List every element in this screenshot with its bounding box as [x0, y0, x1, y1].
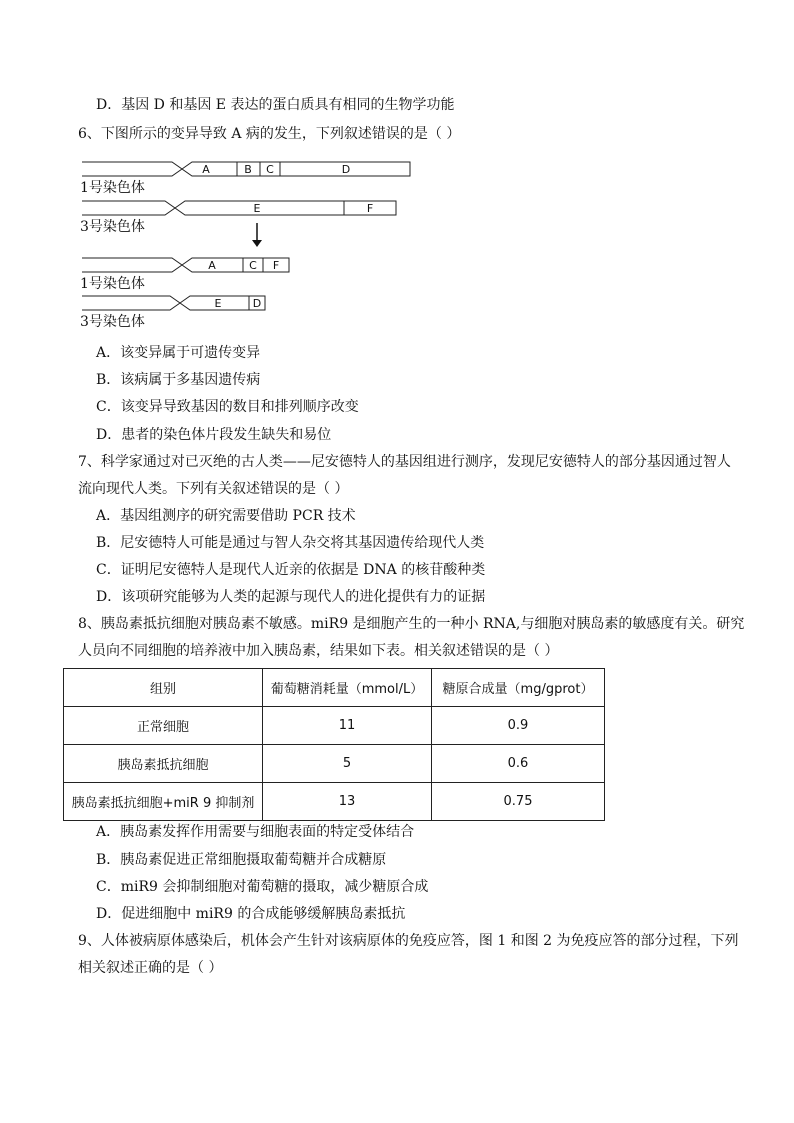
table-header: 糖原合成量（mg/gprot） — [432, 669, 605, 707]
q7-stem-line-2: 流向现代人类。下列有关叙述错误的是（ ） — [78, 481, 349, 497]
segment-d: D — [252, 297, 262, 310]
q8-stem-line-2: 人员向不同细胞的培养液中加入胰岛素，结果如下表。相关叙述错误的是（ ） — [78, 643, 559, 659]
label-chromosome-3-after: 3号染色体 — [80, 314, 145, 330]
before-chromosome-3 — [82, 201, 396, 215]
q9-stem-line-1: 9、人体被病原体感染后，机体会产生针对该病原体的免疫应答，图 1 和图 2 为免疫应答的部分过程，下列 — [78, 933, 739, 949]
segment-c: C — [249, 259, 257, 272]
table-header: 葡萄糖消耗量（mmol/L） — [263, 669, 432, 707]
table-header-row — [64, 669, 605, 707]
table-cell: 胰岛素抵抗细胞 — [64, 745, 263, 783]
q7-option-b: B．尼安德特人可能是通过与智人杂交将其基因遗传给现代人类 — [96, 535, 485, 551]
before-chromosome-1 — [82, 162, 410, 176]
results-table — [63, 668, 605, 821]
table-cell: 正常细胞 — [64, 707, 263, 745]
down-arrow-icon — [252, 223, 262, 247]
q7-option-a: A．基因组测序的研究需要借助 PCR 技术 — [96, 508, 356, 524]
q6-option-a: A．该变异属于可遗传变异 — [96, 345, 261, 361]
q9-stem-line-2: 相关叙述正确的是（ ） — [78, 960, 223, 976]
table-cell: 胰岛素抵抗细胞+miR 9 抑制剂 — [64, 783, 263, 821]
q8-option-b: B．胰岛素促进正常细胞摄取葡萄糖并合成糖原 — [96, 852, 387, 868]
table-row — [64, 745, 605, 783]
q7-option-d: D．该项研究能够为人类的起源与现代人的进化提供有力的证据 — [96, 589, 486, 605]
segment-b: B — [244, 163, 252, 176]
table-cell: 0.75 — [432, 783, 605, 821]
segment-e: E — [214, 297, 222, 310]
label-chromosome-1-after: 1号染色体 — [80, 276, 145, 292]
segment-e: E — [253, 202, 261, 215]
table-row — [64, 783, 605, 821]
label-chromosome-3-before: 3号染色体 — [80, 219, 145, 235]
q7-stem-line-1: 7、科学家通过对已灭绝的古人类——尼安德特人的基因组进行测序，发现尼安德特人的部分基因通过智人 — [78, 454, 731, 470]
segment-a: A — [202, 163, 210, 176]
q6-option-b: B．该病属于多基因遗传病 — [96, 372, 261, 388]
q5-option-d: D．基因 D 和基因 E 表达的蛋白质具有相同的生物学功能 — [96, 97, 455, 113]
q7-option-c: C．证明尼安德特人是现代人近亲的依据是 DNA 的核苷酸种类 — [96, 562, 486, 578]
q8-option-d: D．促进细胞中 miR9 的合成能够缓解胰岛素抵抗 — [96, 906, 406, 922]
table-cell: 13 — [263, 783, 432, 821]
segment-f: F — [272, 259, 280, 272]
segment-d: D — [341, 163, 351, 176]
table-cell: 0.9 — [432, 707, 605, 745]
q6-option-c: C．该变异导致基因的数目和排列顺序改变 — [96, 399, 359, 415]
q8-option-a: A．胰岛素发挥作用需要与细胞表面的特定受体结合 — [96, 824, 415, 840]
table-header: 组别 — [64, 669, 263, 707]
q6-stem: 6、下图所示的变异导致 A 病的发生，下列叙述错误的是（ ） — [78, 126, 461, 142]
table-row — [64, 707, 605, 745]
q8-option-c: C．miR9 会抑制细胞对葡萄糖的摄取，减少糖原合成 — [96, 879, 429, 895]
q6-option-d: D．患者的染色体片段发生缺失和易位 — [96, 427, 332, 443]
segment-a: A — [208, 259, 216, 272]
segment-f: F — [366, 202, 374, 215]
after-chromosome-1 — [82, 258, 289, 272]
table-cell: 0.6 — [432, 745, 605, 783]
q8-stem-line-1: 8、胰岛素抵抗细胞对胰岛素不敏感。miR9 是细胞产生的一种小 RNA,与细胞对胰岛素的敏感度有关。研究 — [78, 616, 745, 632]
table-cell: 5 — [263, 745, 432, 783]
table-cell: 11 — [263, 707, 432, 745]
label-chromosome-1-before: 1号染色体 — [80, 180, 145, 196]
after-chromosome-3 — [82, 296, 265, 310]
segment-c: C — [266, 163, 274, 176]
